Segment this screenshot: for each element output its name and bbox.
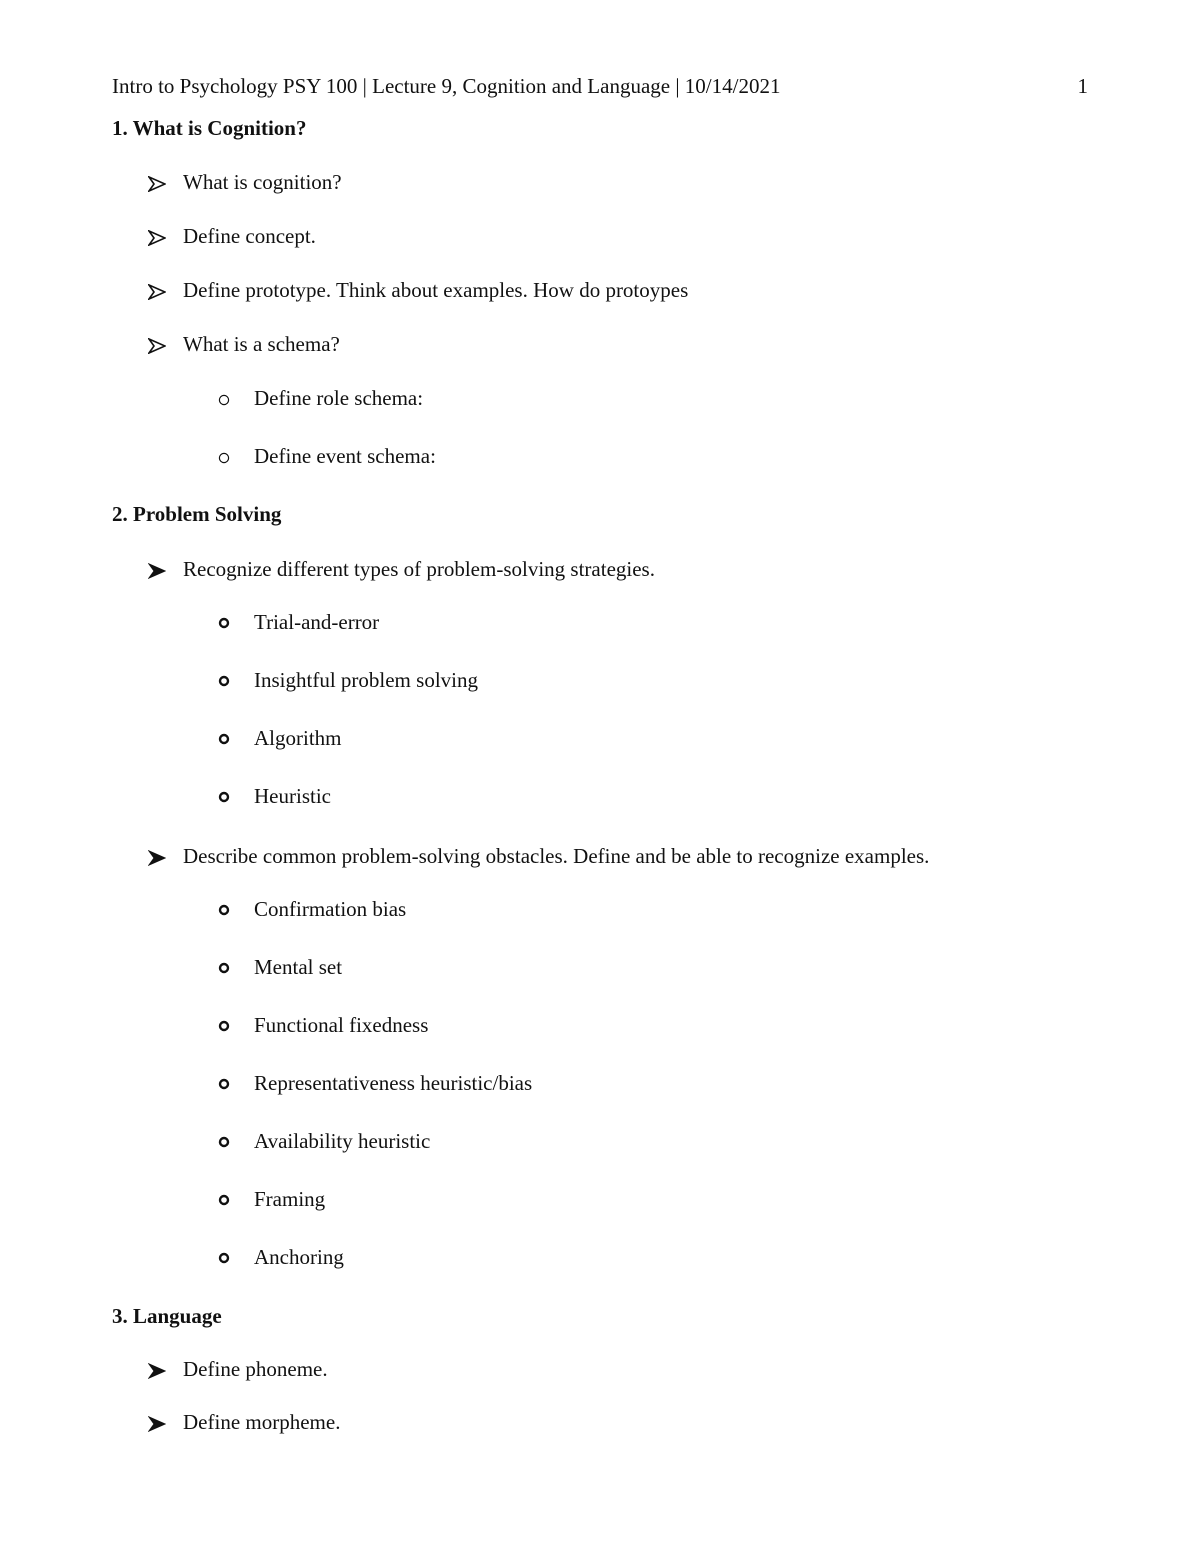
circle-bullet-icon bbox=[218, 1127, 254, 1155]
sub-list-item-text: Define event schema: bbox=[254, 444, 436, 468]
circle-bullet-icon bbox=[218, 895, 254, 923]
sub-list-item bbox=[218, 442, 436, 470]
sub-list-item-text: Define role schema: bbox=[254, 386, 424, 410]
list-item bbox=[148, 555, 655, 583]
arrow-bullet-icon bbox=[148, 1408, 183, 1436]
circle-bullet-icon bbox=[218, 442, 254, 470]
list-item bbox=[148, 1355, 328, 1383]
list-item bbox=[148, 330, 340, 358]
sub-list-item-text: Mental set bbox=[254, 955, 343, 979]
sub-list-item bbox=[218, 724, 342, 752]
sub-list-item bbox=[218, 1243, 344, 1271]
circle-bullet-icon bbox=[218, 724, 254, 752]
circle-bullet-icon bbox=[218, 953, 254, 981]
header-title: Intro to Psychology PSY 100 | Lecture 9, Cognition and Language | 10/14/2021 bbox=[112, 74, 781, 98]
sub-list-item bbox=[218, 384, 423, 412]
list-item-text: Define morpheme. bbox=[183, 1410, 341, 1434]
sub-list-item bbox=[218, 895, 406, 923]
sub-list-item-text: Trial-and-error bbox=[254, 610, 380, 634]
arrow-bullet-icon bbox=[148, 168, 183, 196]
list-item-text: Define prototype. Think about examples. How do protoypes bbox=[183, 278, 689, 302]
page-header bbox=[112, 72, 1088, 100]
list-item bbox=[148, 842, 929, 870]
sub-list-item bbox=[218, 1069, 532, 1097]
section-heading: 1. What is Cognition? bbox=[112, 116, 307, 140]
circle-bullet-icon bbox=[218, 384, 254, 412]
list-item-text: Describe common problem-solving obstacles. Define and be able to recognize examples. bbox=[183, 844, 930, 868]
list-item-text: Define concept. bbox=[183, 224, 316, 248]
section-heading: 2. Problem Solving bbox=[112, 502, 282, 526]
sub-list-item-text: Framing bbox=[254, 1187, 326, 1211]
sub-list-item bbox=[218, 608, 379, 636]
arrow-bullet-icon bbox=[148, 555, 183, 583]
list-item-text: Recognize different types of problem-solving strategies. bbox=[183, 557, 655, 581]
circle-bullet-icon bbox=[218, 1243, 254, 1271]
sub-list-item bbox=[218, 666, 478, 694]
sub-list-item-text: Heuristic bbox=[254, 784, 331, 808]
sub-list-item-text: Anchoring bbox=[254, 1245, 344, 1269]
sub-list-item-text: Algorithm bbox=[254, 726, 342, 750]
sub-list-item-text: Functional fixedness bbox=[254, 1013, 429, 1037]
sub-list-item-text: Insightful problem solving bbox=[254, 668, 478, 692]
circle-bullet-icon bbox=[218, 1185, 254, 1213]
section-heading: 3. Language bbox=[112, 1304, 222, 1328]
sub-list-item-text: Confirmation bias bbox=[254, 897, 407, 921]
sub-list-item bbox=[218, 1185, 325, 1213]
sub-list-item bbox=[218, 1011, 428, 1039]
circle-bullet-icon bbox=[218, 1011, 254, 1039]
list-item-text: What is cognition? bbox=[183, 170, 342, 194]
arrow-bullet-icon bbox=[148, 276, 183, 304]
arrow-bullet-icon bbox=[148, 1355, 183, 1383]
sub-list-item-text: Availability heuristic bbox=[254, 1129, 431, 1153]
sub-list-item bbox=[218, 782, 331, 810]
list-item-text: What is a schema? bbox=[183, 332, 340, 356]
arrow-bullet-icon bbox=[148, 222, 183, 250]
list-item bbox=[148, 168, 342, 196]
list-item bbox=[148, 222, 316, 250]
circle-bullet-icon bbox=[218, 1069, 254, 1097]
sub-list-item bbox=[218, 953, 342, 981]
sub-list-item bbox=[218, 1127, 430, 1155]
page-number: 1 bbox=[1077, 74, 1088, 98]
circle-bullet-icon bbox=[218, 666, 254, 694]
arrow-bullet-icon bbox=[148, 842, 183, 870]
circle-bullet-icon bbox=[218, 608, 254, 636]
circle-bullet-icon bbox=[218, 782, 254, 810]
list-item bbox=[148, 276, 688, 304]
list-item-text: Define phoneme. bbox=[183, 1357, 328, 1381]
list-item bbox=[148, 1408, 340, 1436]
sub-list-item-text: Representativeness heuristic/bias bbox=[254, 1071, 533, 1095]
arrow-bullet-icon bbox=[148, 330, 183, 358]
